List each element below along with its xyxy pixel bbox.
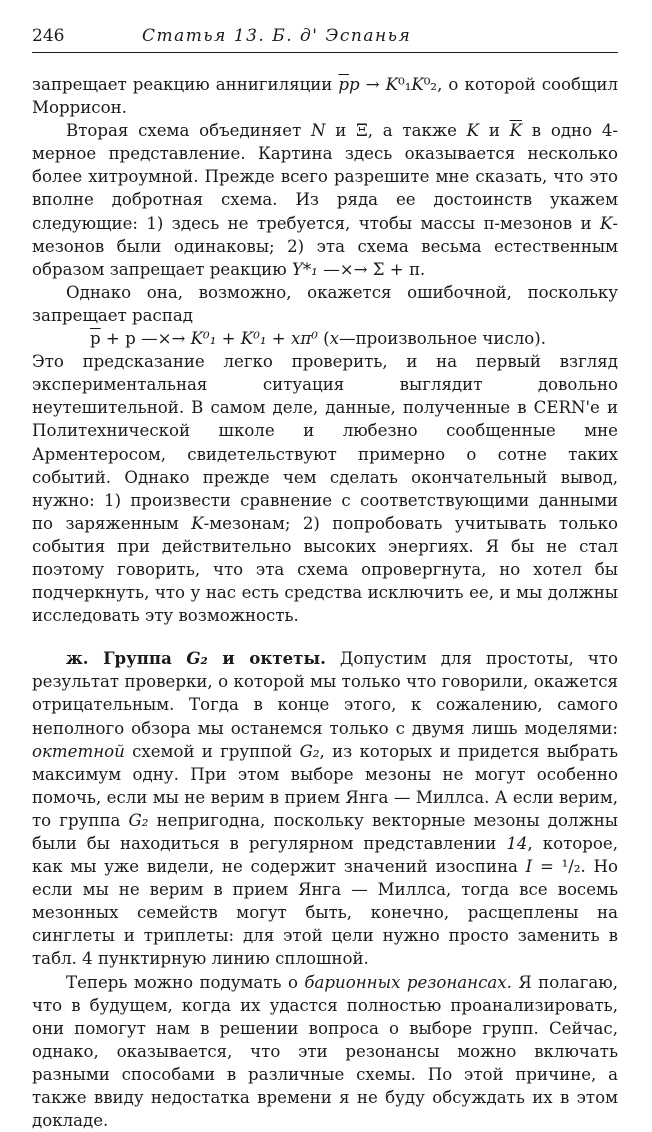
paragraph-section-g2: ж. Группа G₂ и октеты. Допустим для простоты, что результат проверки, о которой мы только что говорили, окажется отрицательным. Тогда в конце этого, к сожалению, самого неполного обзора мы останемся только с двумя лишь моделями: октетной схемой и группой G₂, из которых и придется выбрать максимум одну. При этом выборе мезоны не могут особенно помочь, если мы не верим в прием Янга — Миллса. А если верим, то группа G₂ непригодна, поскольку векторные мезоны должны были бы находиться в регулярном представлении 14, которое, как мы уже видели, не содержит значений изоспина I = ¹/₂. Но если мы не верим в прием Янга — Миллса, тогда все восемь мезонных семейств могут быть, конечно, расщеплены на синглеты и триплеты: для этой цели нужно просто заменить в табл. 4 пунктирную линию сплошной. (32, 648, 619, 969)
decay-formula: $\overline{p} + p$ —⨯→ K⁰₁ + K⁰₁ + xπ⁰ (x—произвольное число). (90, 329, 547, 349)
section-gap (32, 627, 618, 647)
paragraph-1: запрещает реакцию аннигиляции $\overline{p}p \to K^0_1K^0_2$, о которой сообщил Моррисон. (32, 75, 618, 118)
running-title: Статья 13. Б. д' Эспанья (142, 26, 412, 46)
paragraph-6: Теперь можно подумать о барионных резонансах. Я полагаю, что в будущем, когда их удастся полностью проанализировать, они помогут нам в решении вопроса о выборе групп. Сейчас, однако, оказывается, что эти резонансы можно включать разными способами в различные схемы. По этой причине, а также ввиду недостатка времени я не буду обсуждать их в этом докладе. (32, 972, 618, 1131)
running-header (32, 26, 618, 53)
paragraph-3: Однако она, возможно, окажется ошибочной, поскольку запрещает распад (32, 282, 618, 325)
article-body (32, 73, 618, 1132)
paragraph-4: Это предсказание легко проверить, и на первый взгляд экспериментальная ситуация выглядит довольно неутешительной. В самом деле, данные, полученные в CERN'е и Политехнической школе и любезно сообщенные мне Арментеросом, свидетельствуют примерно о сотне таких событий. Однако прежде чем сделать окончательный вывод, нужно: 1) произвести сравнение с соответствующими данными по заряженным K-мезонам; 2) попробовать учитывать только события при действительно высоких энергиях. Я бы не стал поэтому говорить, что эта схема опровергнута, но хотел бы подчеркнуть, что у нас есть средства исключить ее, и мы должны исследовать эту возможность. (32, 352, 618, 626)
paragraph-2: Вторая схема объединяет N и Ξ, а также K и $\overline{K}$ в одно 4-мерное представление. Картина здесь оказывается несколько более хитроумной. Прежде всего разрешите мне сказать, что это вполне добротная схема. Из ряда ее достоинств укажем следующие: 1) здесь не требуется, чтобы массы π-мезонов и K-мезонов были одинаковы; 2) эта схема весьма естественным образом запрещает реакцию Y*₁ —⨯→ Σ + π. (32, 121, 619, 279)
page-number: 246 (32, 26, 65, 46)
